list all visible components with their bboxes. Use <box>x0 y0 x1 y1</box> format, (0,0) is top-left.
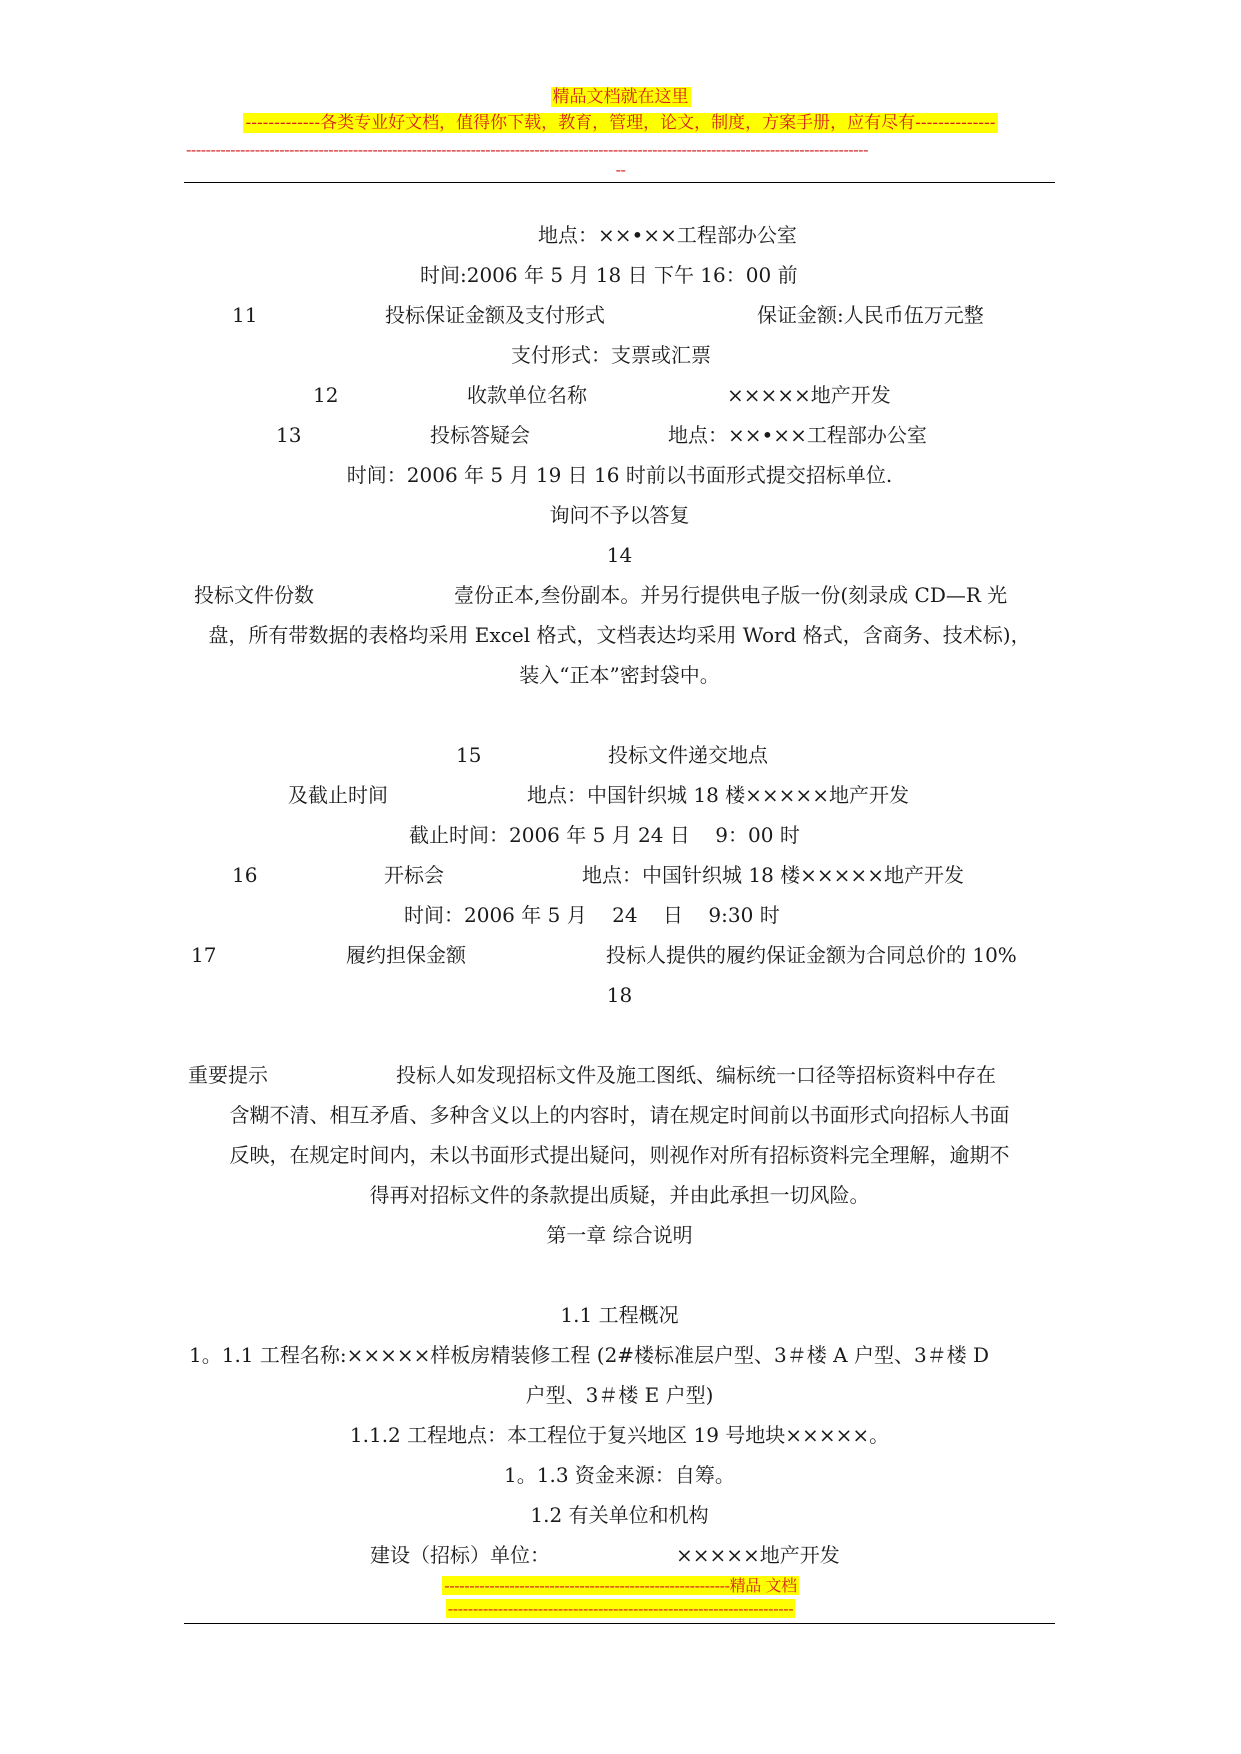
notice-text-4: 得再对招标文件的条款提出质疑，并由此承担一切风险。 <box>369 1183 870 1207</box>
line-payment-method: 支付形式：支票或汇票 <box>511 343 711 367</box>
item-16-label: 开标会 <box>384 863 444 887</box>
item-12-value: ×××××地产开发 <box>727 383 891 407</box>
notice-text-3: 反映，在规定时间内，未以书面形式提出疑问，则视作对所有招标资料完全理解，逾期不 <box>229 1143 1010 1167</box>
line-opening-time: 时间：2006 年 5 月 24 日 9:30 时 <box>404 903 780 927</box>
item-15-label: 投标文件递交地点 <box>608 743 768 767</box>
section-1-2-heading: 1.2 有关单位和机构 <box>530 1503 709 1527</box>
header-dashes-long: ------------------------------------------------------------------------------------------------------------------------------------------- <box>186 140 868 159</box>
item-14-continued-1: 盘，所有带数据的表格均采用 Excel 格式，文档表达均采用 Word 格式，含商务、技术标)， <box>208 623 1031 647</box>
item-15-number: 15 <box>456 743 482 767</box>
notice-text-1: 投标人如发现招标文件及施工图纸、编标统一口径等招标资料中存在 <box>396 1063 996 1087</box>
item-14-value: 壹份正本,叁份副本。并另行提供电子版一份(刻录成 CD—R 光 <box>454 583 1008 607</box>
item-17-number: 17 <box>191 943 217 967</box>
project-name-line: 1。1.1 工程名称:×××××样板房精装修工程 (2#楼标准层户型、3＃楼 A 户型、3＃楼 D <box>189 1343 990 1367</box>
line-time-2: 时间：2006 年 5 月 19 日 16 时前以书面形式提交招标单位. <box>346 463 893 487</box>
header-dashes-short: -- <box>615 160 626 179</box>
notice-text-2: 含糊不清、相互矛盾、多种含义以上的内容时，请在规定时间前以书面形式向招标人书面 <box>229 1103 1010 1127</box>
funding-source-line: 1。1.3 资金来源：自筹。 <box>504 1463 735 1487</box>
item-11-label: 投标保证金额及支付形式 <box>385 303 605 327</box>
footer-line-2-wrap <box>0 1598 1241 1620</box>
header-rule <box>184 182 1055 183</box>
item-11-number: 11 <box>232 303 258 327</box>
line-location-1: 地点：××•××工程部办公室 <box>538 223 797 247</box>
item-15-value: 地点：中国针织城 18 楼×××××地产开发 <box>527 783 909 807</box>
item-16-number: 16 <box>232 863 258 887</box>
header-tagline-wrap <box>0 112 1241 134</box>
section-1-1-heading: 1.1 工程概况 <box>560 1303 679 1327</box>
line-time-1: 时间:2006 年 5 月 18 日 下午 16：00 前 <box>420 263 798 287</box>
developer-label: 建设（招标）单位： <box>370 1543 550 1567</box>
project-name-continued: 户型、3＃楼 E 户型) <box>525 1383 714 1407</box>
item-14-number: 14 <box>606 543 633 567</box>
item-13-number: 13 <box>276 423 302 447</box>
item-14-continued-2: 装入“正本”密封袋中。 <box>519 663 720 687</box>
developer-value: ×××××地产开发 <box>676 1543 840 1567</box>
item-16-value: 地点：中国针织城 18 楼×××××地产开发 <box>582 863 964 887</box>
item-17-value: 投标人提供的履约保证金额为合同总价的 10% <box>606 943 1017 967</box>
line-deadline: 截止时间：2006 年 5 月 24 日 9：00 时 <box>409 823 800 847</box>
header-title-wrap <box>0 86 1241 108</box>
item-12-number: 12 <box>313 383 339 407</box>
item-13-value: 地点：××•××工程部办公室 <box>668 423 927 447</box>
item-11-value: 保证金额:人民币伍万元整 <box>757 303 984 327</box>
header-title: 精品文档就在这里 <box>552 87 689 107</box>
project-location-line: 1.1.2 工程地点：本工程位于复兴地区 19 号地块×××××。 <box>349 1423 890 1447</box>
item-17-label: 履约担保金额 <box>346 943 466 967</box>
chapter-title: 第一章 综合说明 <box>546 1223 693 1247</box>
item-18-number: 18 <box>606 983 633 1007</box>
header-tagline: -------------各类专业好文档，值得你下载，教育，管理，论文，制度，方案手册，应有尽有-------------- <box>245 113 996 133</box>
item-14-label: 投标文件份数 <box>194 583 314 607</box>
item-15-label-cont: 及截止时间 <box>288 783 388 807</box>
footer-line-1: ---------------------------------------------------------精品 文档 <box>444 1576 797 1595</box>
line-no-reply: 询问不予以答复 <box>549 503 690 527</box>
footer-line-2: --------------------------------------------------------------------- <box>447 1599 794 1618</box>
item-13-label: 投标答疑会 <box>430 423 530 447</box>
footer-rule <box>184 1623 1055 1624</box>
notice-label: 重要提示 <box>188 1063 268 1087</box>
item-12-label: 收款单位名称 <box>467 383 587 407</box>
footer-line-1-wrap <box>0 1575 1241 1597</box>
